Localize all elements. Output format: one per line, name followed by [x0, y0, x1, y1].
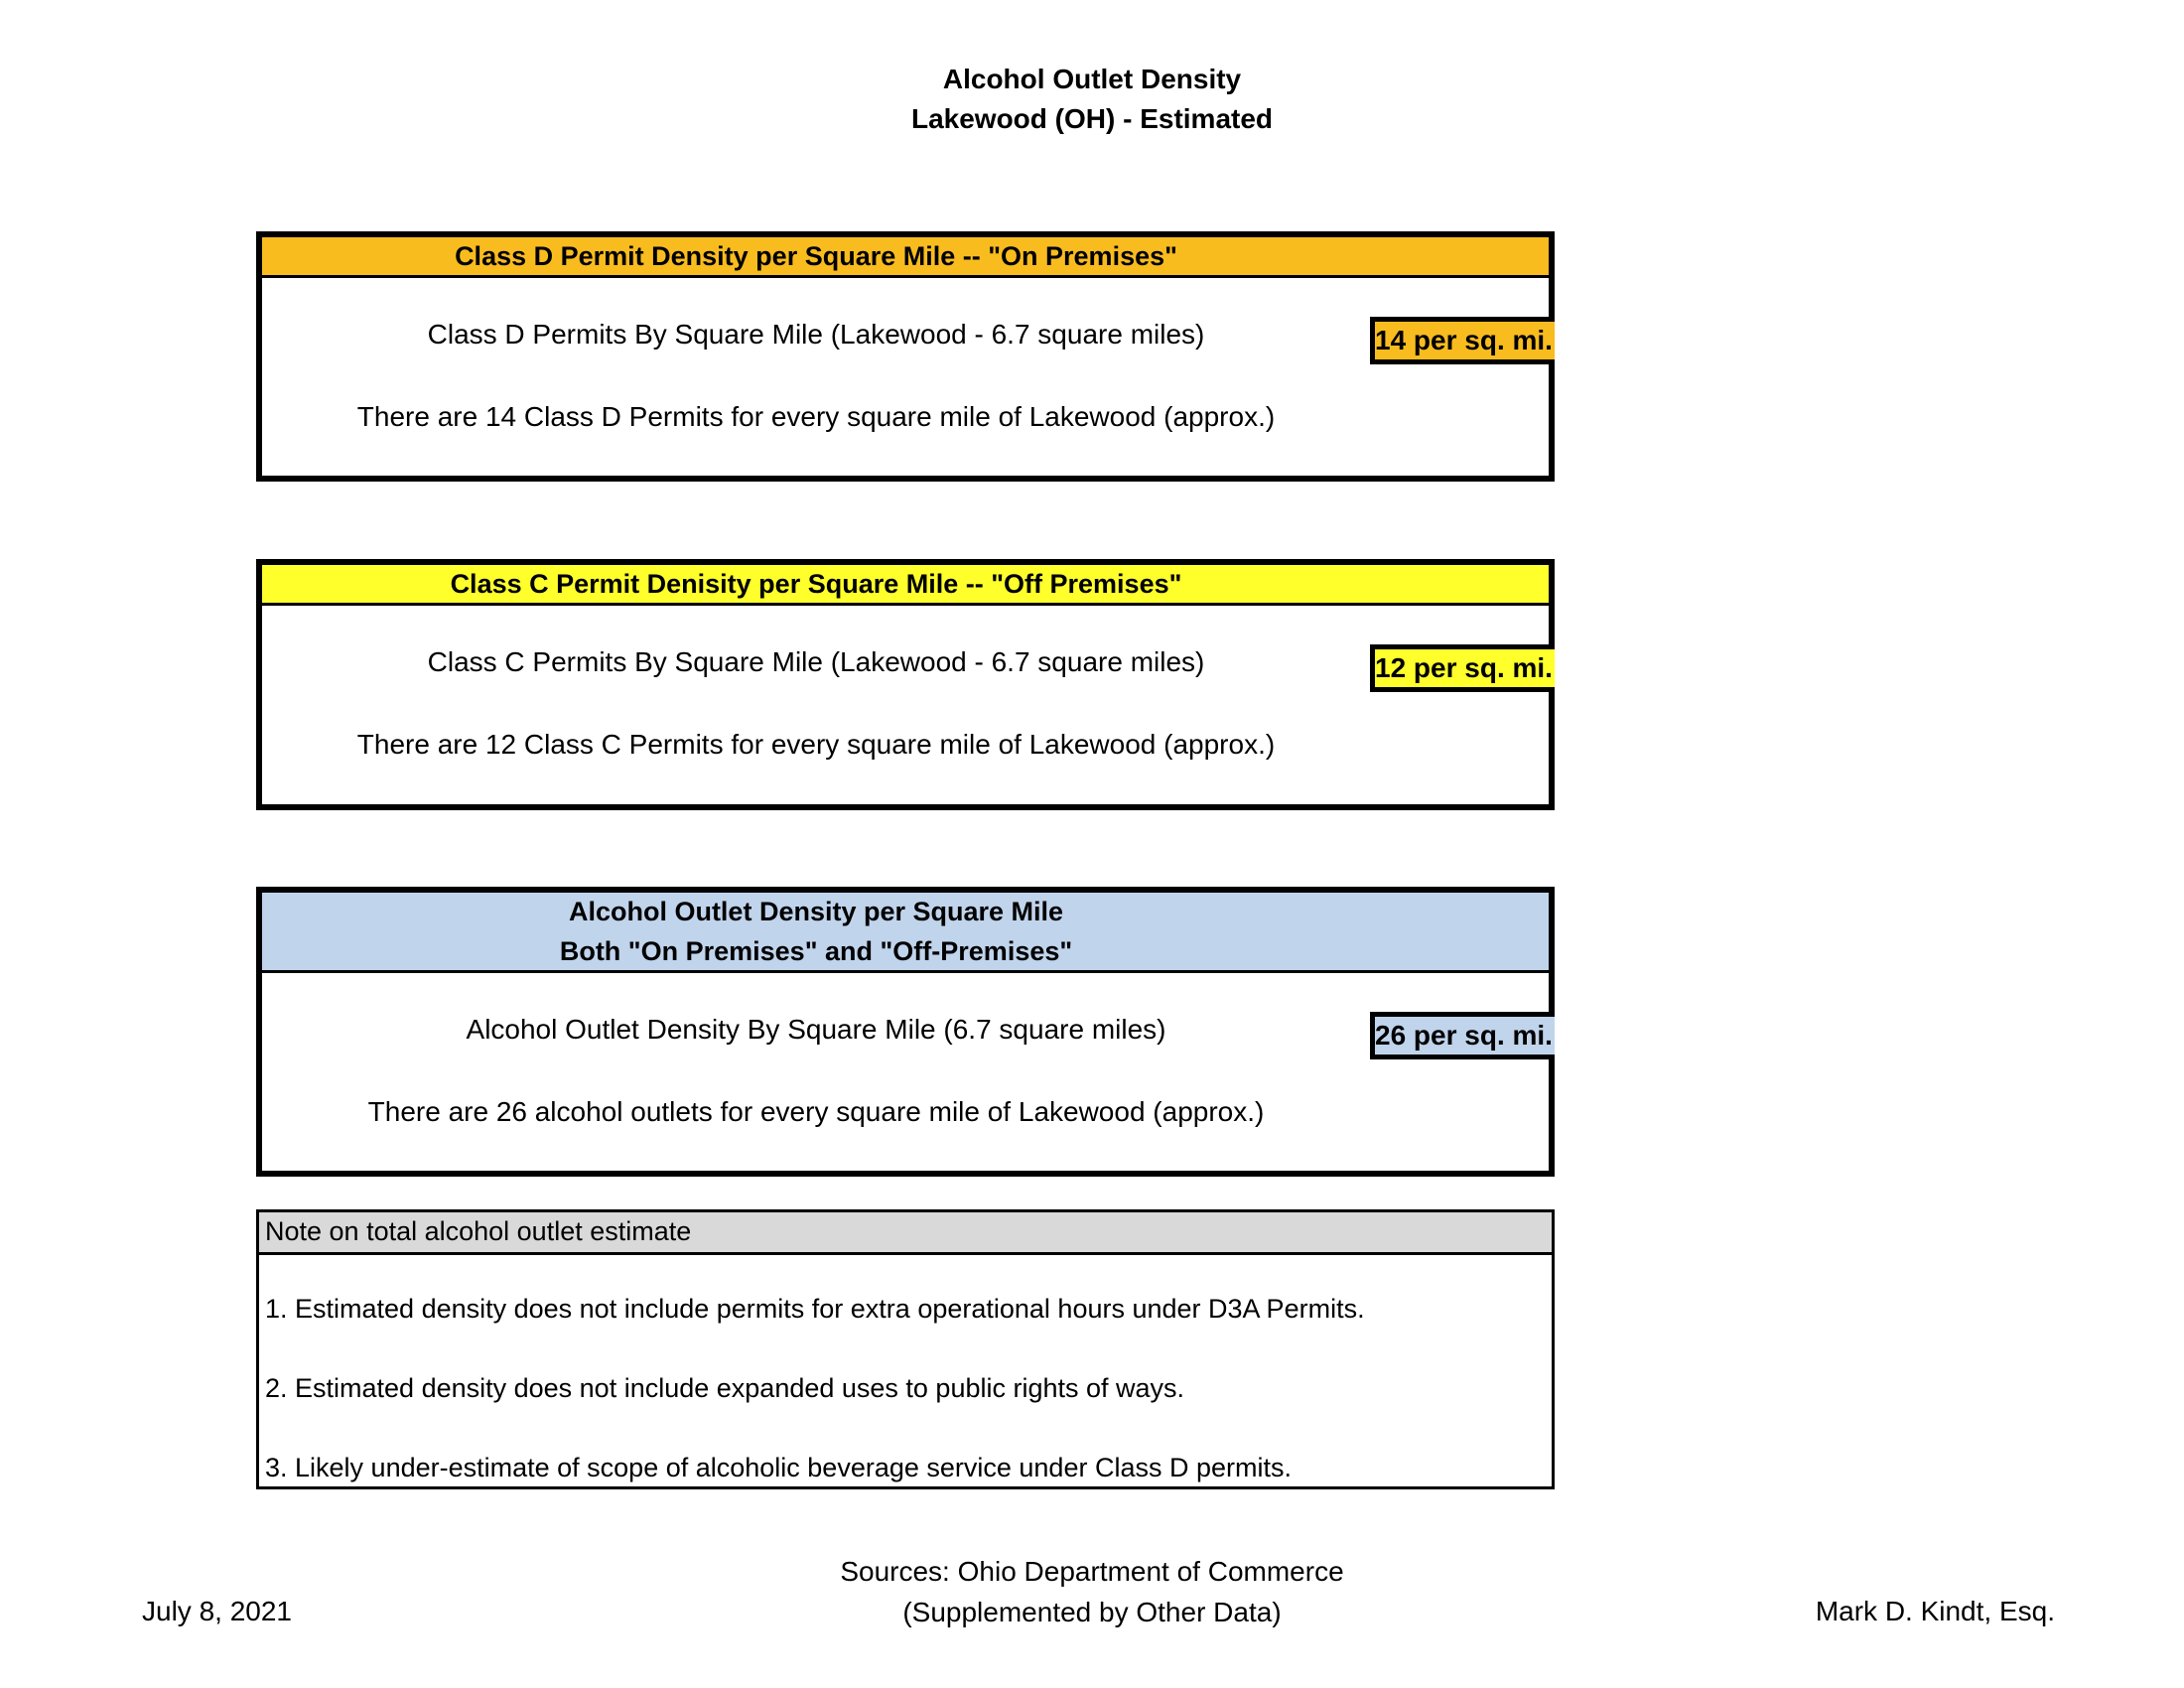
combined-value: 26 per sq. mi.: [1370, 1012, 1555, 1059]
footer-author: Mark D. Kindt, Esq.: [1815, 1596, 2055, 1626]
combined-label: Alcohol Outlet Density By Square Mile (6.7 square miles): [466, 1014, 1166, 1045]
note-item: 1. Estimated density does not include permits for extra operational hours under D3A Permits.: [265, 1294, 1365, 1324]
note-panel: [256, 1209, 1555, 1489]
class-d-heading: Class D Permit Density per Square Mile -- "On Premises": [455, 241, 1177, 271]
combined-heading-bar: [262, 893, 1549, 973]
class-d-panel: [256, 231, 1555, 482]
combined-density-panel: [256, 887, 1555, 1177]
footer-sources-line2: (Supplemented by Other Data): [902, 1597, 1282, 1627]
class-c-sentence: There are 12 Class C Permits for every square mile of Lakewood (approx.): [356, 729, 1276, 760]
class-d-label: Class D Permits By Square Mile (Lakewood - 6.7 square miles): [427, 319, 1205, 350]
class-c-heading-bar: [262, 565, 1549, 606]
class-c-label: Class C Permits By Square Mile (Lakewood - 6.7 square miles): [427, 646, 1205, 677]
combined-heading-line1: Alcohol Outlet Density per Square Mile: [568, 897, 1064, 926]
note-item: 3. Likely under-estimate of scope of alcoholic beverage service under Class D permits.: [265, 1453, 1292, 1482]
note-item: 2. Estimated density does not include expanded uses to public rights of ways.: [265, 1373, 1185, 1403]
combined-sentence: There are 26 alcohol outlets for every square mile of Lakewood (approx.): [367, 1096, 1265, 1127]
note-heading: Note on total alcohol outlet estimate: [259, 1212, 1552, 1255]
class-c-heading: Class C Permit Denisity per Square Mile -- "Off Premises": [450, 569, 1182, 599]
page-title: Alcohol Outlet Density: [942, 64, 1242, 94]
class-d-value: 14 per sq. mi.: [1370, 317, 1555, 364]
class-c-value: 12 per sq. mi.: [1370, 644, 1555, 692]
class-c-panel: [256, 559, 1555, 810]
class-d-heading-bar: [262, 237, 1549, 278]
class-d-sentence: There are 14 Class D Permits for every square mile of Lakewood (approx.): [356, 401, 1276, 432]
footer-sources-line1: Sources: Ohio Department of Commerce: [840, 1556, 1344, 1587]
page-subtitle: Lakewood (OH) - Estimated: [910, 103, 1274, 134]
combined-heading-line2: Both "On Premises" and "Off-Premises": [559, 936, 1073, 966]
footer-date: July 8, 2021: [142, 1596, 292, 1626]
